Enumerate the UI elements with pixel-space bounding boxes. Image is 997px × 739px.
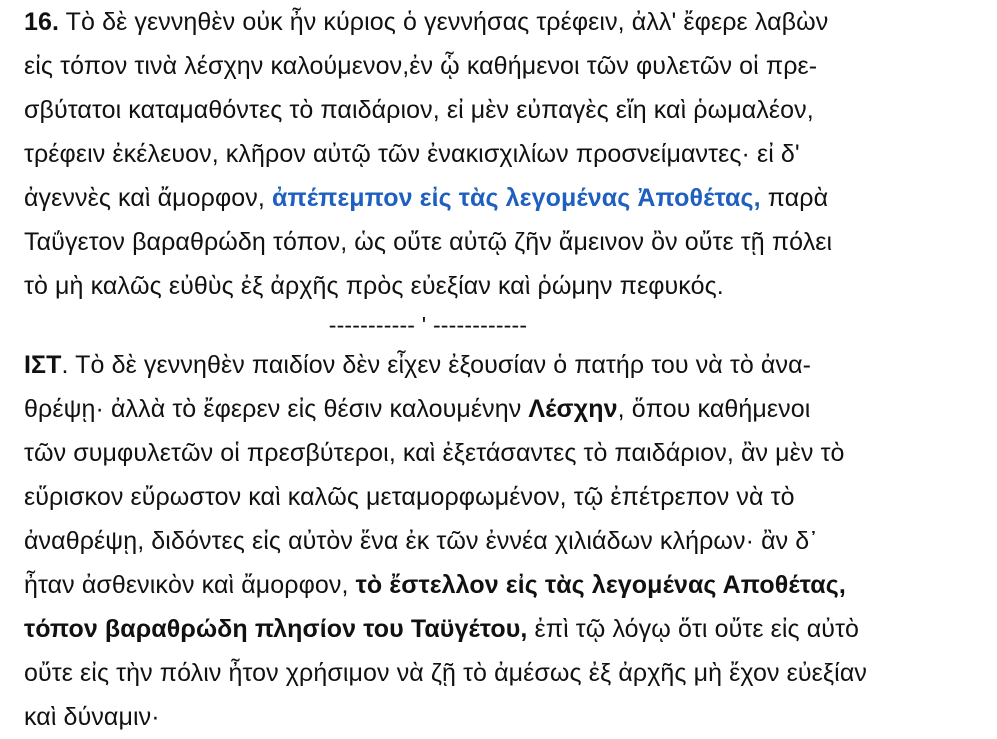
line-text: ἀγεννὲς καὶ ἄμορφον, — [24, 184, 272, 212]
line-text: θρέψῃ· ἀλλὰ τὸ ἔφερεν εἰς θέσιν καλουμένην — [24, 395, 529, 423]
ancient-greek-paragraph — [24, 0, 974, 308]
modern-greek-paragraph — [24, 343, 974, 739]
section-number: ΙΣΤ — [24, 351, 62, 379]
text-line: τρέφειν ἐκέλευον, κλῆρον αὐτῷ τῶν ἐνακισχιλίων προσνείμαντες· εἰ δ' — [24, 140, 800, 168]
text-line: εὕρισκον εὔρωστον καὶ καλῶς μεταμορφωμένον, τῷ ἐπέτρεπον νὰ τὸ — [24, 483, 795, 511]
line-text: . Τὸ δὲ γεννηθὲν παιδίον δὲν εἶχεν ἐξουσίαν ὁ πατήρ του νὰ τὸ ἀνα- — [61, 351, 812, 379]
bold-phrase: τόπον βαραθρώδη πλησίον του Ταϋγέτου, — [24, 615, 528, 643]
text-line: Ταΰγετον βαραθρώδη τόπον, ὡς οὔτε αὐτῷ ζῆν ἄμεινον ὂν οὔτε τῇ πόλει — [24, 228, 833, 256]
line-text: , ὅπου καθήμενοι — [617, 395, 811, 423]
bold-term: Λέσχην — [528, 395, 618, 423]
highlighted-phrase: ἀπέπεμπον εἰς τὰς λεγομένας Ἀποθέτας, — [271, 184, 761, 212]
text-line: εἰς τόπον τινὰ λέσχην καλούμενον,ἐν ᾧ καθήμενοι τῶν φυλετῶν οἱ πρε- — [24, 52, 818, 80]
text-line — [24, 387, 974, 431]
line-text: Τὸ δὲ γεννηθὲν οὐκ ἦν κύριος ὁ γεννήσας τρέφειν, ἀλλ' ἔφερε λαβὼν — [59, 8, 829, 36]
text-line: τῶν συμφυλετῶν οἱ πρεσβύτεροι, καὶ ἐξετάσαντες τὸ παιδάριον, ἂν μὲν τὸ — [24, 439, 845, 467]
bold-phrase: τὸ ἔστελλον εἰς τὰς λεγομένας Αποθέτας, — [355, 571, 846, 599]
text-line — [24, 343, 974, 387]
text-line: τὸ μὴ καλῶς εὐθὺς ἐξ ἀρχῆς πρὸς εὐεξίαν καὶ ῥώμην πεφυκός. — [24, 272, 724, 300]
text-line — [24, 176, 974, 220]
text-line: ἀναθρέψῃ, διδόντες εἰς αὐτὸν ἕνα ἐκ τῶν ἐννέα χιλιάδων κλήρων· ἂν δ᾽ — [24, 527, 818, 555]
line-text: ἦταν ἀσθενικὸν καὶ ἄμορφον, — [24, 571, 356, 599]
text-line: σβύτατοι καταμαθόντες τὸ παιδάριον, εἰ μὲν εὐπαγὲς εἴη καὶ ῥωμαλέον, — [24, 96, 814, 124]
text-line — [24, 563, 974, 607]
text-line — [24, 0, 974, 44]
section-number: 16. — [24, 8, 60, 36]
line-text: ἐπὶ τῷ λόγῳ ὅτι οὔτε εἰς αὐτὸ — [527, 615, 860, 643]
text-line: οὔτε εἰς τὴν πόλιν ἦτον χρήσιμον νὰ ζῇ τὸ ἀμέσως ἐξ ἀρχῆς μὴ ἔχον εὐεξίαν — [24, 659, 867, 687]
text-line: καὶ δύναμιν· — [24, 703, 160, 731]
text-line — [24, 607, 974, 651]
line-text: παρὰ — [760, 184, 829, 212]
section-divider: ----------- ' ------------ — [328, 312, 528, 338]
